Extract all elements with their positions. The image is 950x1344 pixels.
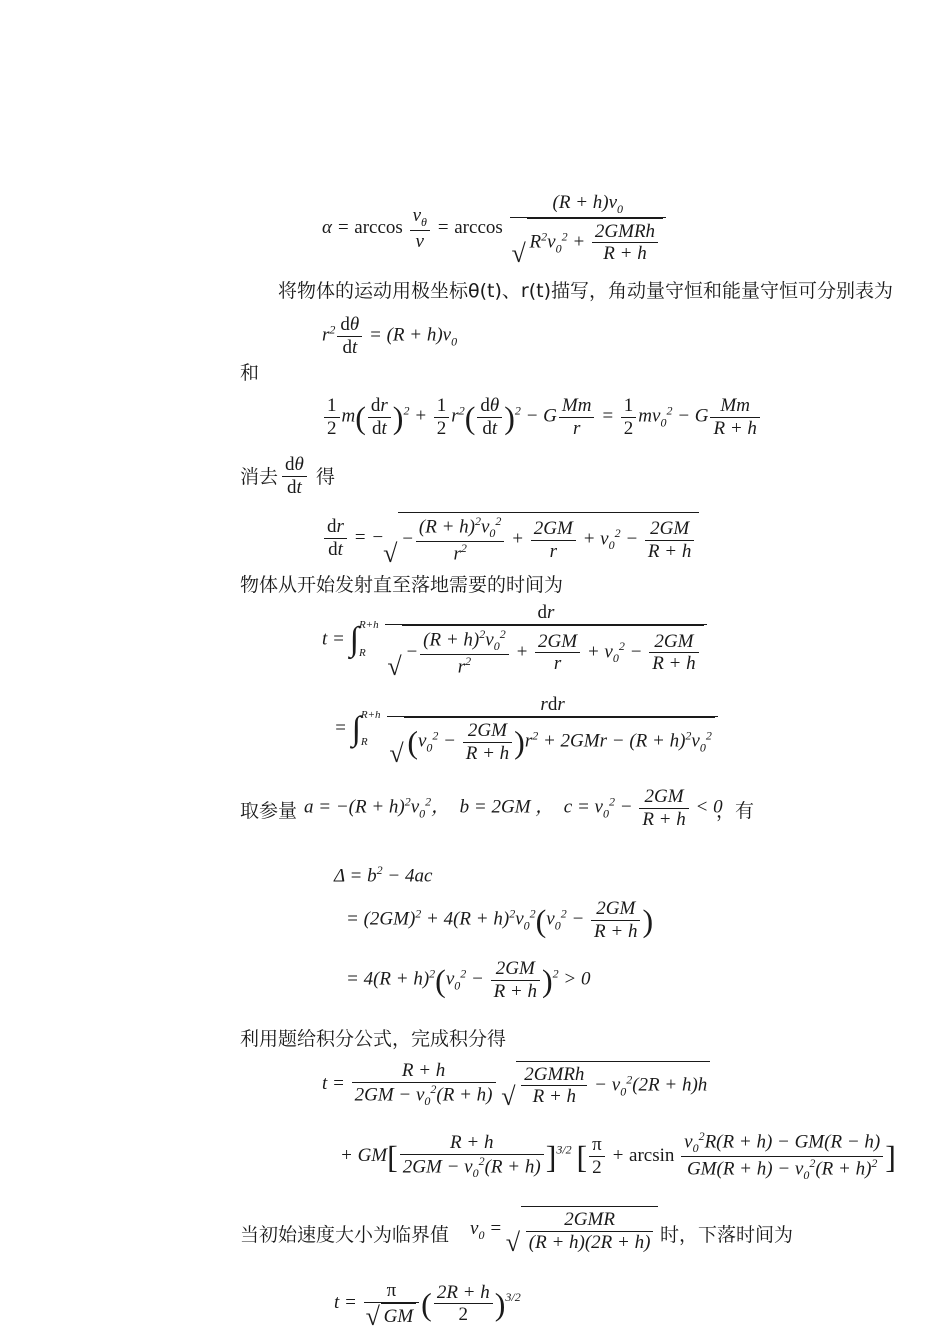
equation-result-1: t = $\frac{R + h}{2GM - v_0^2(R + h)}$ √ $\frac{\text{2GMRh}}{R + h}$ − $v_0^2(2R + h)h$ [322,1060,710,1109]
paragraph-critical-b: 时，下落时间为 [660,1224,794,1246]
equation-params: $a = -(R + h)^2v_0^2$， b = 2GM ， $c = v_0^2$ − $\frac{2GM}{R + h}$ < 0 [304,786,723,830]
equation-final-time: t = π √ GM ( $\frac{2R + h}{2}$ )$^{3/2}$ [334,1280,521,1328]
equation-delta-1: $\Delta = b^2 - 4ac$ [334,863,433,887]
paragraph-eliminate-b: 得 [316,466,336,488]
paragraph-integrate: 利用题给积分公式，完成积分得 [240,1028,507,1050]
fraction-dtheta-dt: $\frac{d\theta}{dt}$ [280,454,309,499]
equation-delta-2: = $(2GM)^2 + 4(R + h)^2v_0^2(v_0^2$ − $\frac{2GM}{R + h}$ ) [346,898,654,942]
equation-time-integral-1: t = ∫ R+h R dr √ − $\frac{(R + h)^2v_0^2}{r^2}$ + $\frac{2GM}{r}$ + $v_0^2$ − $\frac{2GM}{R + h}$ [322,602,709,678]
equation-angular-momentum: $r^2$ $\frac{d\theta}{dt}$ = $(R + h)v_0$ [322,314,458,358]
equation-energy: $\frac{1}{2}$ m( $\frac{dr}{dt}$ )$^2$ + $\frac{1}{2}$ $r^2$( $\frac{d\theta}{dt}$ )$^2$ − G $\frac{Mm}{r}$ = $\frac{1}{2}$ $mv_0^2 - G$ $\frac{Mm}{R + h}$ [322,395,762,440]
paragraph-params-b: ，有 [716,800,755,822]
equation-delta-3: = $4(R + h)^2(v_0^2$ − $\frac{2GM}{R + h}$ )$^2$ > 0 [346,958,591,1002]
equation-alpha: α = arccos $\frac{v_\theta}{v}$ = arccos $(R + h)v_0$ √ $R^2v_0^2$ + $\frac{\text{2GMRh}}{R + h}$ [322,192,668,265]
paragraph-params-a: 取参量 [240,800,298,822]
equation-time-integral-2: = ∫ R+h R rdr √ ($v_0^2$ − $\frac{2GM}{R + h}$ )$r^2 + 2GMr - (R + h)^2v_0^2$ [334,694,720,765]
paragraph-time: 物体从开始发射直至落地需要的时间为 [240,574,564,596]
equation-result-2: + GM[ $\frac{R + h}{2GM - v_0^2(R + h)}$ ]$^{3/2}$ [ $\frac{\pi}{2}$ + arcsin $\frac{v_0^2R(R + h) - GM(R - h)}{GM(R + h) - v_0^2(R + h)^2}$ ] [340,1129,896,1183]
equation-dr-dt: $\frac{dr}{dt}$ = −√ − $\frac{(R + h)^2v_0^2}{r^2}$ + $\frac{2GM}{r}$ + $v_0^2$ − $\frac{2GM}{R + h}$ [322,512,699,565]
paragraph-critical-a: 当初始速度大小为临界值 [240,1224,450,1246]
equation-critical-v0: $v_0$ = √ $\frac{\text{2GMR}}{(R + h)(2R + h)}$ [470,1206,658,1254]
paragraph-polar: 将物体的运动用极坐标θ(t)、r(t)描写，角动量守恒和能量守恒可分别表为 [278,280,893,302]
paragraph-eliminate-a: 消去 [240,466,279,488]
paragraph-and: 和 [240,362,260,384]
